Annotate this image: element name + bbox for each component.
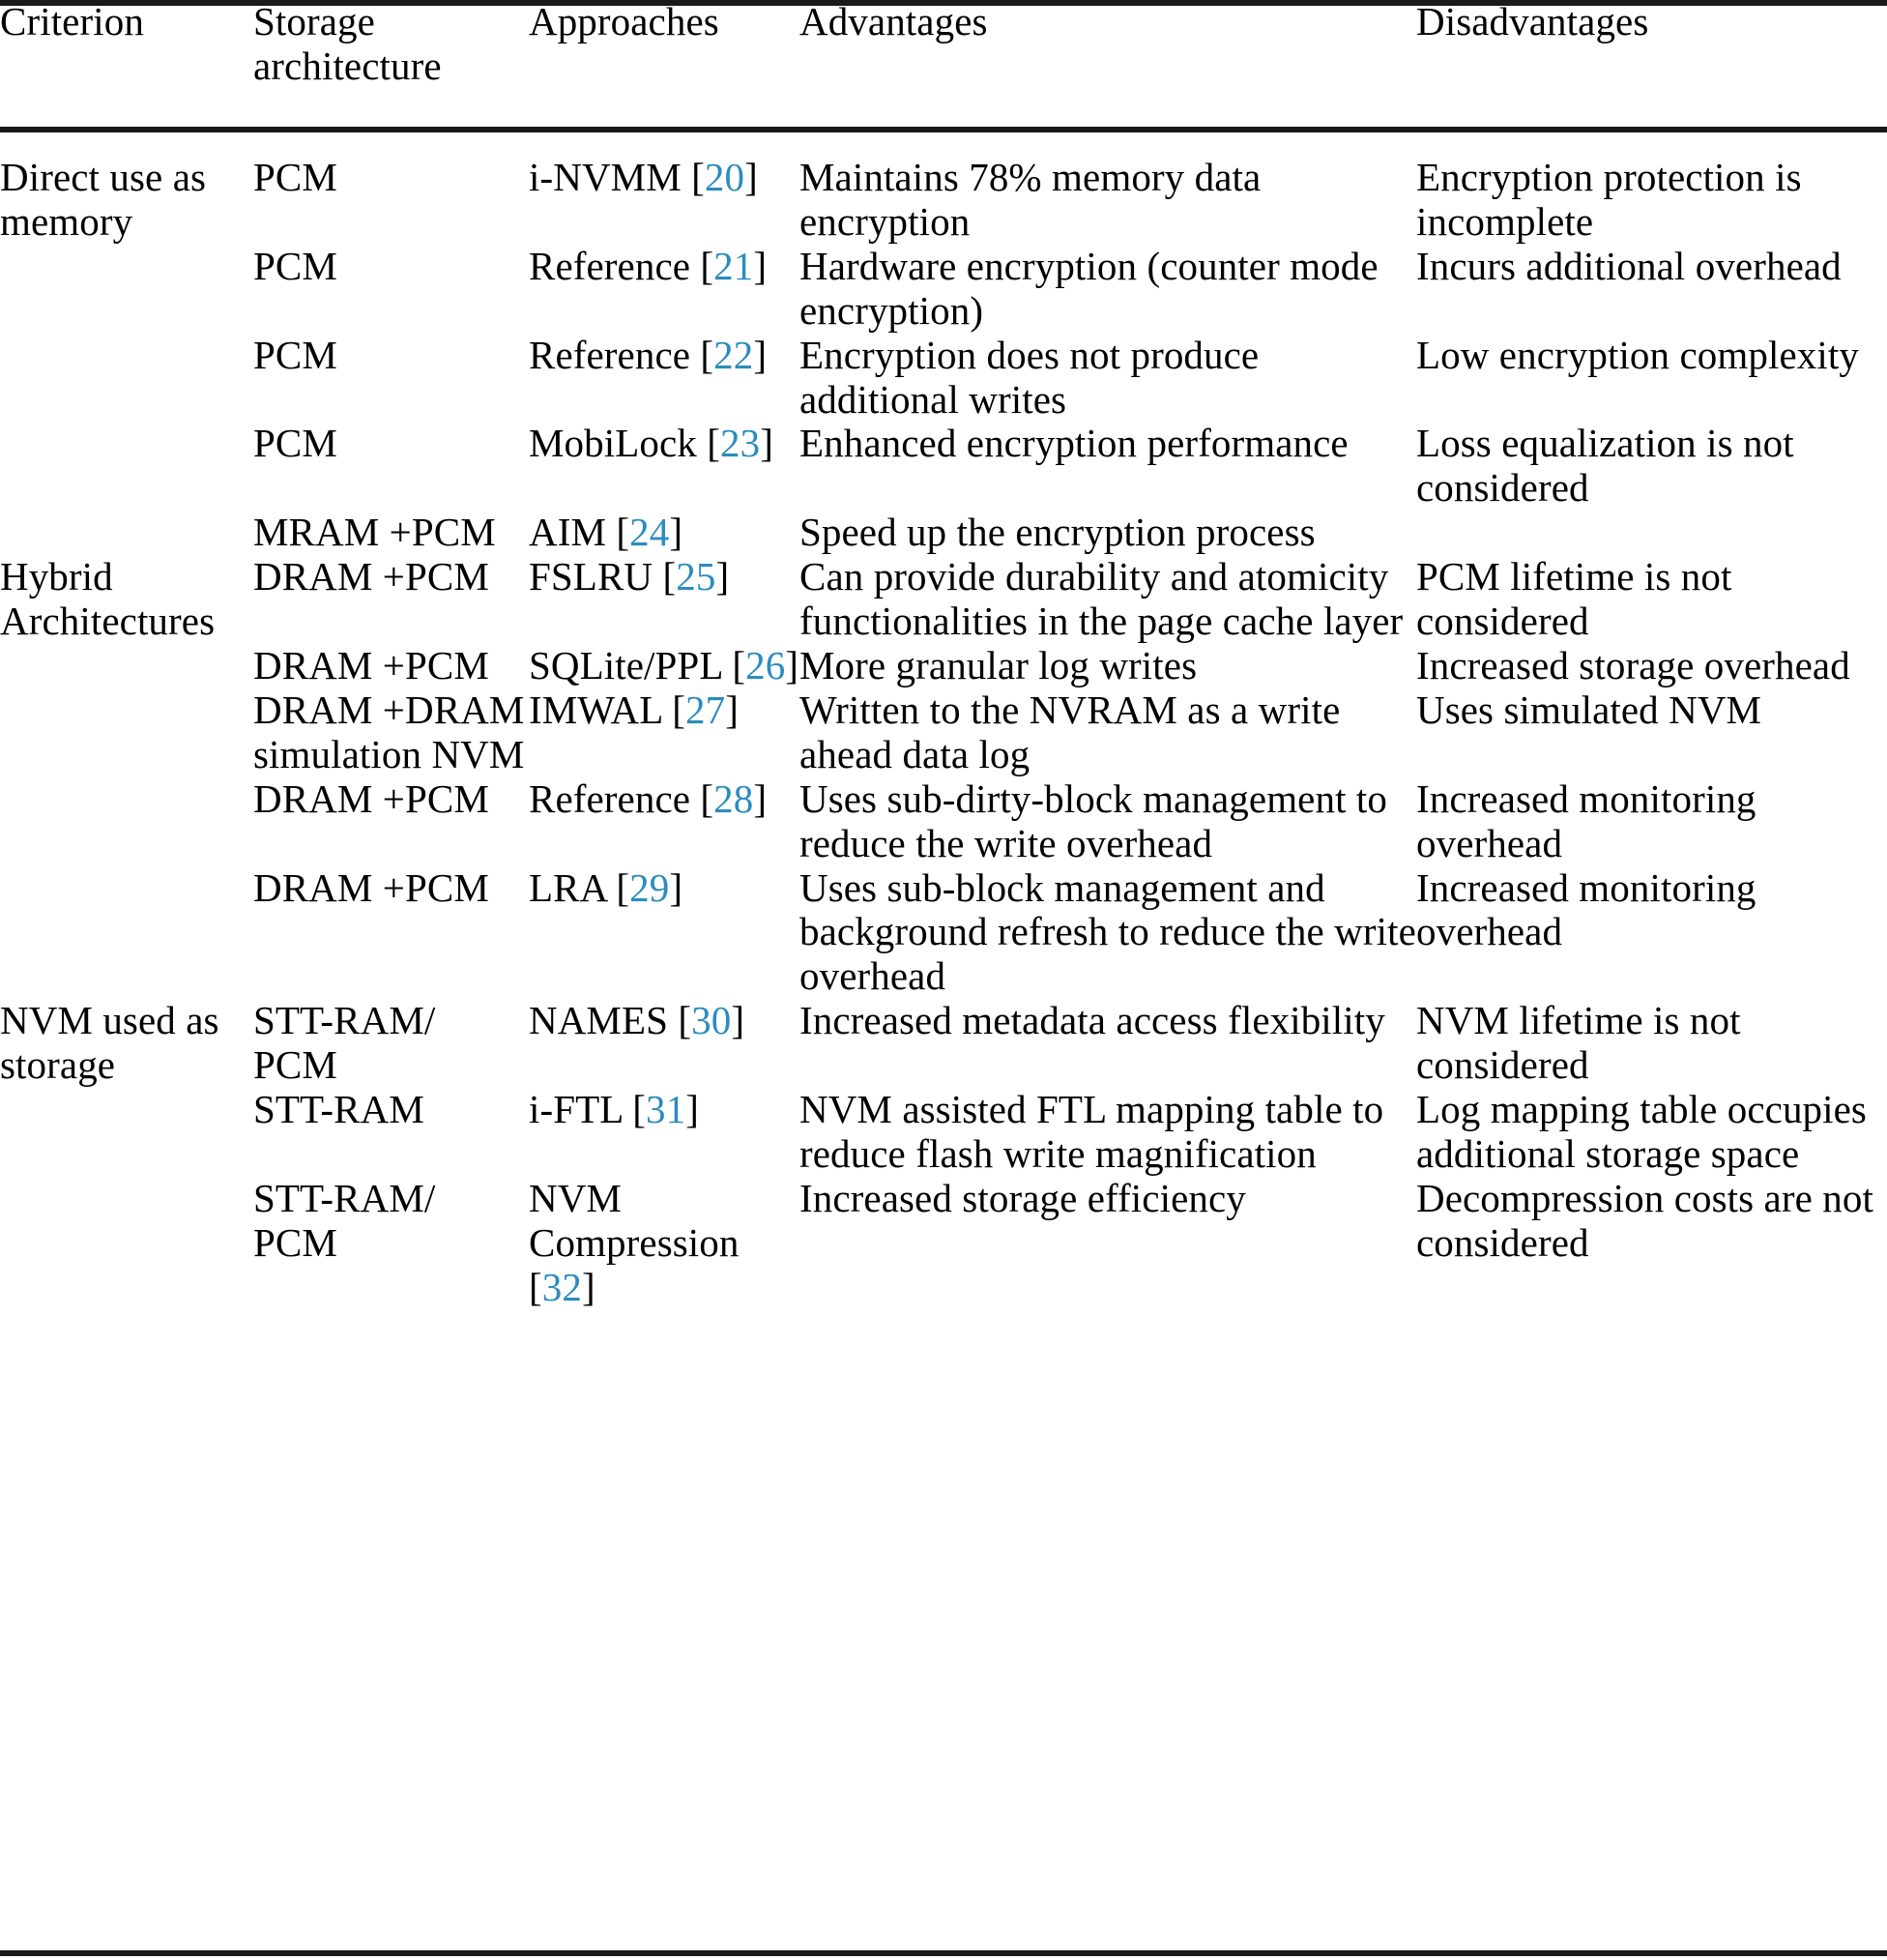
bracket-open: [ [662, 554, 677, 600]
table-row [0, 1177, 1887, 1310]
reference-link[interactable]: 31 [646, 1087, 686, 1132]
cell-approach [529, 1177, 799, 1310]
table-row [0, 1088, 1887, 1177]
bracket-open: [ [632, 1087, 647, 1132]
bracket-close: ] [760, 421, 773, 466]
cell-approach [529, 866, 799, 1000]
cell-storage: PCM [253, 243, 337, 288]
reference-link[interactable]: 29 [629, 864, 670, 910]
cell-criterion: NVM used as storage [0, 998, 219, 1088]
table-row [0, 688, 1887, 777]
table-row [0, 866, 1887, 1000]
cell-storage: DRAM +DRAM simulation NVM [253, 687, 525, 776]
cell-storage: DRAM +PCM [253, 554, 489, 600]
bracket-close: ] [753, 243, 768, 288]
bracket-open: [ [700, 332, 714, 377]
approach-name: Reference [529, 775, 691, 821]
cell-storage: PCM [253, 421, 337, 466]
approach-name: i-NVMM [529, 155, 682, 199]
reference-link[interactable]: 20 [704, 155, 745, 199]
reference-link[interactable]: 24 [629, 510, 670, 555]
table-row [0, 999, 1887, 1088]
cell-advantages: Encryption does not produce additional writes [799, 332, 1260, 422]
cell-criterion [0, 688, 253, 777]
cell-approach [529, 511, 799, 555]
cell-advantages: Uses sub-dirty-block management to reduce the write overhead [799, 775, 1388, 865]
bracket-open: [ [616, 510, 630, 555]
column-header-storage-architecture: Storage architecture [253, 0, 442, 88]
reference-link[interactable]: 22 [713, 332, 754, 377]
cell-criterion: Direct use as memory [0, 155, 207, 244]
cell-approach [529, 334, 799, 423]
cell-disadvantages: NVM lifetime is not considered [1416, 998, 1741, 1088]
cell-advantages: Uses sub-block management and background refresh to reduce the write overhead [799, 864, 1416, 999]
cell-disadvantages: Encryption protection is incomplete [1416, 155, 1802, 244]
bracket-close: ] [731, 998, 745, 1043]
approach-name: SQLite/PPL [529, 642, 722, 687]
cell-advantages: Maintains 78% memory data encryption [799, 155, 1262, 244]
cell-approach [529, 245, 799, 334]
bracket-close: ] [669, 510, 683, 555]
bracket-close: ] [744, 155, 758, 199]
cell-advantages: NVM assisted FTL mapping table to reduce flash write magnification [799, 1087, 1384, 1176]
column-header-approaches: Approaches [529, 0, 719, 44]
bracket-open: [ [678, 998, 692, 1043]
reference-link[interactable]: 21 [713, 243, 754, 288]
table-header [0, 0, 1887, 132]
table-header-row [0, 0, 1887, 132]
cell-storage: DRAM +PCM [253, 775, 489, 821]
cell-disadvantages: Uses simulated NVM [1416, 687, 1762, 732]
cell-criterion [0, 245, 253, 334]
cell-criterion [0, 1088, 253, 1177]
bracket-open: [ [616, 864, 630, 910]
cell-criterion [0, 1177, 253, 1310]
bracket-open: [ [672, 687, 686, 732]
approach-name: NAMES [529, 998, 669, 1043]
table-row [0, 422, 1887, 511]
bracket-close: ] [669, 864, 683, 910]
cell-criterion [0, 866, 253, 1000]
cell-disadvantages: Decompression costs are not considered [1416, 1175, 1873, 1265]
cell-disadvantages: Increased monitoring overhead [1416, 864, 1756, 954]
reference-link[interactable]: 27 [685, 687, 726, 732]
bracket-close: ] [581, 1264, 595, 1309]
reference-link[interactable]: 26 [745, 642, 786, 687]
table-row [0, 334, 1887, 423]
cell-disadvantages: Log mapping table occupies additional storage space [1416, 1087, 1867, 1176]
approach-name: AIM [529, 510, 607, 555]
cell-approach [529, 555, 799, 644]
table-row [0, 777, 1887, 866]
cell-advantages: Hardware encryption (counter mode encryption) [799, 243, 1379, 333]
cell-storage: STT-RAM/ PCM [253, 1175, 436, 1265]
cell-approach [529, 132, 799, 245]
reference-link[interactable]: 25 [676, 554, 716, 600]
cell-disadvantages: Loss equalization is not considered [1416, 421, 1794, 511]
cell-advantages: Written to the NVRAM as a write ahead data log [799, 687, 1341, 776]
cell-advantages: Enhanced encryption performance [799, 421, 1349, 466]
cell-criterion [0, 334, 253, 423]
cell-criterion [0, 511, 253, 555]
bracket-close: ] [785, 642, 799, 687]
cell-criterion [0, 644, 253, 688]
cell-approach [529, 999, 799, 1088]
cell-storage: STT-RAM [253, 1087, 424, 1132]
reference-link[interactable]: 23 [720, 421, 761, 466]
approach-name: LRA [529, 864, 607, 910]
table-body [0, 132, 1887, 1310]
approach-name: FSLRU [529, 554, 653, 600]
approach-name: MobiLock [529, 421, 697, 466]
column-header-criterion: Criterion [0, 0, 144, 44]
cell-approach [529, 644, 799, 688]
cell-approach [529, 1088, 799, 1177]
cell-criterion [0, 777, 253, 866]
table-bottom-rule [0, 1950, 1887, 1956]
approach-name: i-FTL [529, 1087, 623, 1132]
bracket-open: [ [707, 421, 721, 466]
bracket-close: ] [725, 687, 739, 732]
bracket-open: [ [700, 775, 714, 821]
table-row [0, 555, 1887, 644]
cell-disadvantages [1416, 511, 1887, 555]
cell-storage: DRAM +PCM [253, 864, 489, 910]
bracket-open: [ [691, 155, 705, 199]
approach-name: IMWAL [529, 687, 662, 732]
cell-approach [529, 777, 799, 866]
cell-criterion: Hybrid Architectures [0, 554, 216, 644]
cell-advantages: Can provide durability and atomicity functionalities in the page cache layer [799, 554, 1404, 644]
table-row [0, 245, 1887, 334]
bracket-close: ] [753, 332, 768, 377]
cell-storage: MRAM +PCM [253, 510, 496, 555]
reference-link[interactable]: 30 [691, 998, 732, 1043]
cell-storage: DRAM +PCM [253, 642, 489, 687]
cell-criterion [0, 422, 253, 511]
approach-name: Reference [529, 332, 691, 377]
cell-disadvantages: PCM lifetime is not considered [1416, 554, 1732, 644]
approach-name: NVM Compression [529, 1175, 740, 1265]
cell-approach [529, 688, 799, 777]
approach-name: Reference [529, 243, 691, 288]
reference-link[interactable]: 28 [713, 775, 754, 821]
cell-storage: PCM [253, 155, 337, 199]
cell-approach [529, 422, 799, 511]
bracket-open: [ [529, 1264, 542, 1309]
column-header-disadvantages: Disadvantages [1416, 0, 1649, 44]
bracket-open: [ [700, 243, 714, 288]
bracket-open: [ [732, 642, 746, 687]
cell-disadvantages: Increased storage overhead [1416, 642, 1850, 687]
bracket-close: ] [753, 775, 768, 821]
cell-advantages: More granular log writes [799, 642, 1198, 687]
cell-disadvantages: Incurs additional overhead [1416, 243, 1842, 288]
cell-advantages: Increased storage efficiency [799, 1175, 1246, 1220]
table-row [0, 511, 1887, 555]
reference-link[interactable]: 32 [541, 1264, 582, 1309]
column-header-advantages: Advantages [799, 0, 988, 44]
table-row [0, 132, 1887, 245]
bracket-close: ] [685, 1087, 700, 1132]
table-row [0, 644, 1887, 688]
bracket-close: ] [715, 554, 730, 600]
cell-advantages: Increased metadata access flexibility [799, 998, 1385, 1043]
cell-storage: STT-RAM/ PCM [253, 998, 436, 1088]
cell-disadvantages: Low encryption complexity [1416, 332, 1859, 377]
cell-storage: PCM [253, 332, 337, 377]
cell-advantages: Speed up the encryption process [799, 510, 1316, 555]
cell-disadvantages: Increased monitoring overhead [1416, 775, 1756, 865]
